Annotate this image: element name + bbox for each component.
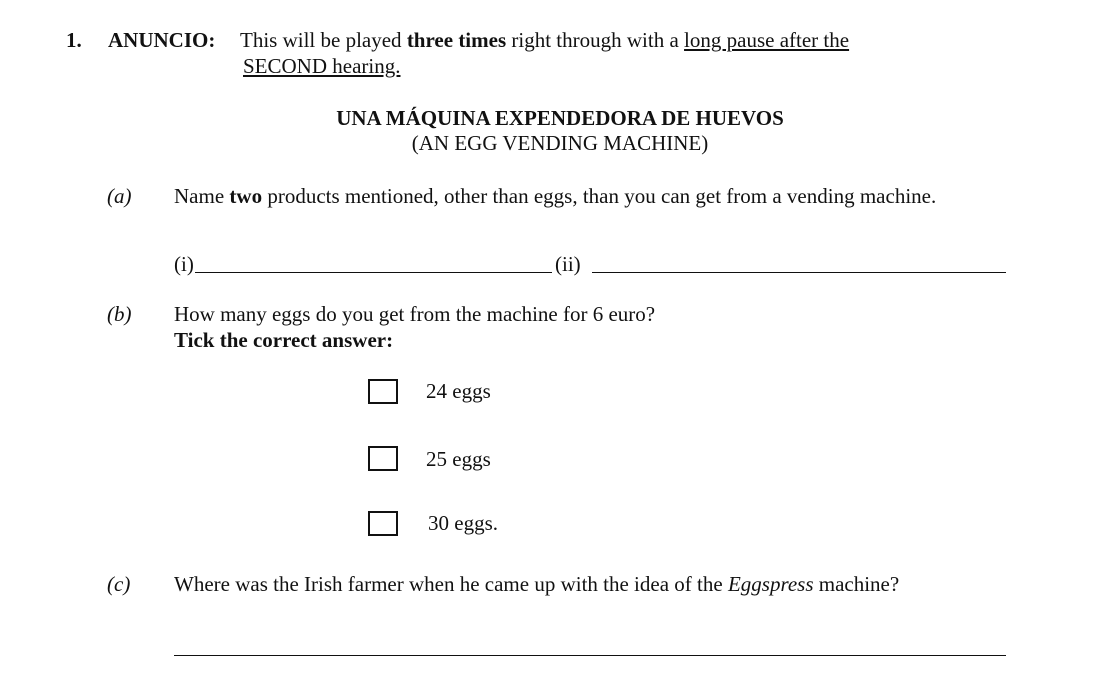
instruction-underlined-1: long pause after the xyxy=(684,28,850,52)
question-a-text-2: products mentioned, other than eggs, than you can get from a vending machine. xyxy=(262,184,937,208)
answer-c-line[interactable] xyxy=(174,655,1006,656)
question-b-text: How many eggs do you get from the machine for 6 euro? xyxy=(174,302,656,326)
question-b-label: (b) xyxy=(107,302,132,326)
question-c-text xyxy=(174,572,899,597)
question-number: 1. xyxy=(66,28,82,52)
title-english: (AN EGG VENDING MACHINE) xyxy=(411,131,709,155)
answer-i-line[interactable] xyxy=(195,272,552,273)
option-24-eggs-checkbox[interactable] xyxy=(368,379,398,404)
answer-ii-line[interactable] xyxy=(592,272,1006,273)
section-label: ANUNCIO: xyxy=(108,28,216,52)
question-c-italic: Eggspress xyxy=(727,572,814,596)
answer-ii-label: (ii) xyxy=(555,252,581,276)
instruction-line-1 xyxy=(240,28,849,53)
option-30-eggs-checkbox[interactable] xyxy=(368,511,398,536)
answer-i-label: (i) xyxy=(174,252,194,276)
question-a-label: (a) xyxy=(107,184,132,208)
question-c-text-1: Where was the Irish farmer when he came up with the idea of the xyxy=(174,572,728,596)
instruction-text-2: right through with a xyxy=(506,28,685,52)
question-a-text xyxy=(174,184,936,209)
question-c-text-2: machine? xyxy=(813,572,900,596)
question-c-label: (c) xyxy=(107,572,131,596)
instruction-text-1: This will be played xyxy=(240,28,407,52)
question-b-instruction: Tick the correct answer: xyxy=(174,328,394,352)
option-25-eggs-label: 25 eggs xyxy=(426,447,491,471)
instruction-underlined-2: SECOND hearing. xyxy=(243,54,401,78)
instruction-bold: three times xyxy=(406,28,507,52)
option-24-eggs-label: 24 eggs xyxy=(426,379,491,403)
question-a-bold: two xyxy=(229,184,263,208)
option-25-eggs-checkbox[interactable] xyxy=(368,446,398,471)
question-a-text-1: Name xyxy=(174,184,230,208)
title-spanish: UNA MÁQUINA EXPENDEDORA DE HUEVOS xyxy=(336,106,784,130)
option-30-eggs-label: 30 eggs. xyxy=(428,511,498,535)
